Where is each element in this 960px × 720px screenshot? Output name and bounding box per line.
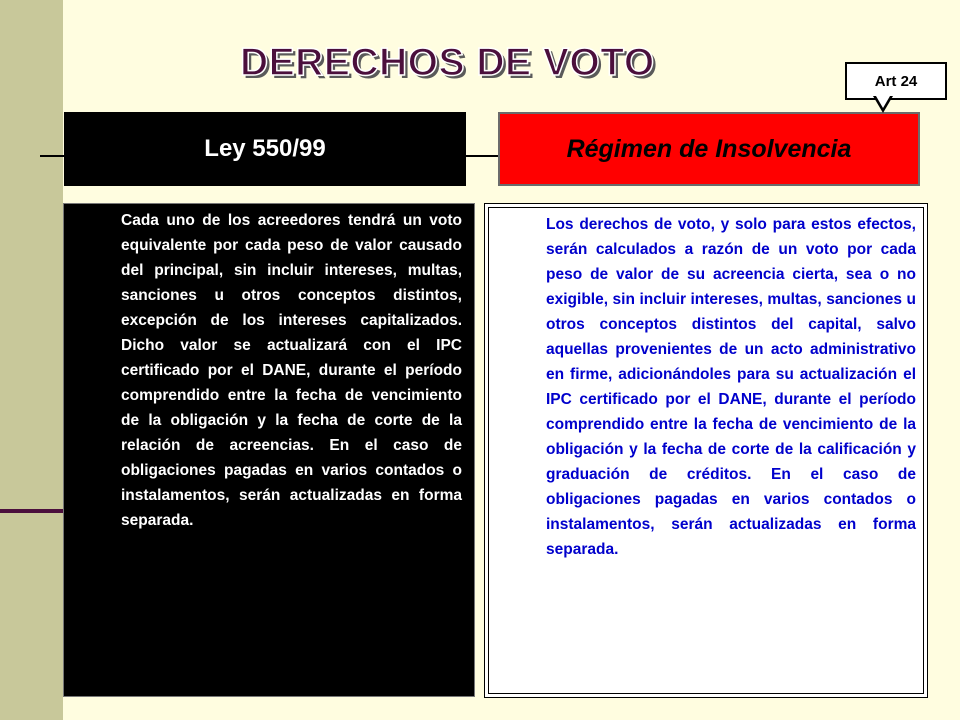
article-callout bbox=[845, 62, 947, 100]
regimen-insolvencia-header bbox=[498, 112, 920, 186]
decorative-sidebar bbox=[0, 0, 63, 720]
regimen-insolvencia-body-text: Los derechos de voto, y solo para estos efectos, serán calculados a razón de un voto por cada peso de valor de su acreencia cierta, sea o no exigible, sin incluir intereses, multas, sanciones u otros conceptos distintos del capital, salvo aquellas provenientes de un acto administrativo en firme, adicionándoles para su actualización el IPC certificado por el DANE, durante el período comprendido entre la fecha de vencimiento de la obligación y la fecha de corte de la calificación y graduación de créditos. En el caso de obligaciones pagadas en varios contados o instalamentos, serán actualizadas en forma separada. bbox=[546, 216, 916, 558]
connector-line-middle bbox=[465, 155, 500, 157]
regimen-insolvencia-header-label: Régimen de Insolvencia bbox=[566, 134, 852, 163]
article-callout-label: Art 24 bbox=[874, 72, 918, 90]
page-title: DERECHOS DE VOTO bbox=[240, 41, 655, 84]
ley-550-header-label: Ley 550/99 bbox=[204, 135, 326, 162]
callout-tail-fill bbox=[876, 96, 890, 108]
ley-550-text-box bbox=[63, 203, 475, 697]
ley-550-body-text: Cada uno de los acreedores tendrá un voto equivalente por cada peso de valor causado del principal, sin incluir intereses, multas, sanciones u otros conceptos distintos, excepción de los intereses capitalizados. Dicho valor se actualizará con el IPC certificado por el DANE, durante el período comprendido entre la fecha de vencimiento de la obligación y la fecha de corte de la relación de acreencias. En el caso de obligaciones pagadas en varios contados o instalamentos, serán actualizadas en forma separada. bbox=[121, 212, 462, 529]
regimen-insolvencia-text-box bbox=[484, 203, 928, 698]
ley-550-header bbox=[64, 112, 466, 186]
